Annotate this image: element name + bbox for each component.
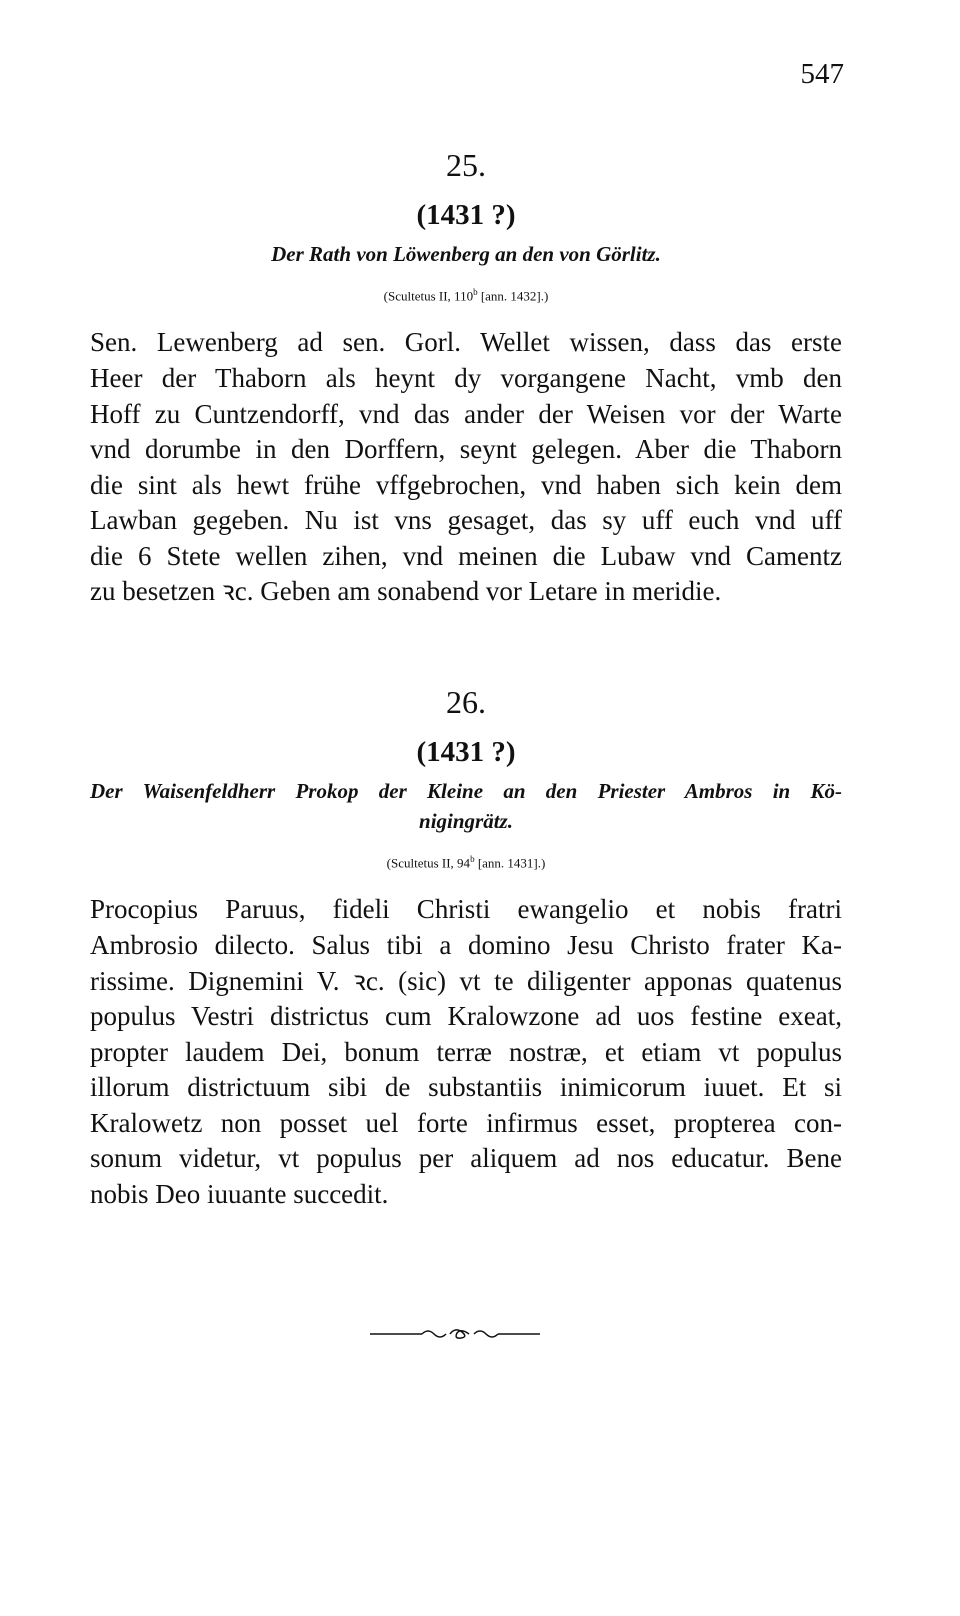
- letter-source: (Scultetus II, 94$^b$ [ann. 1431].): [386, 854, 546, 871]
- letter-body: [90, 325, 842, 610]
- letter-year: (1431 ?): [416, 736, 516, 768]
- body-line: die 6 Stete wellen zihen, vnd meinen die Lubaw vnd Camentz: [90, 540, 842, 571]
- letter-26: [90, 682, 842, 1213]
- body-line: sonum videtur, vt populus per aliquem ad nos educatur. Bene: [90, 1143, 842, 1174]
- letter-title: Der Rath von Löwenberg an den von Görlitz.: [271, 242, 661, 266]
- end-ornament: [370, 1324, 540, 1344]
- letter-source: (Scultetus II, 110$^b$ [ann. 1432].): [383, 287, 549, 304]
- page-number: 547: [800, 58, 844, 90]
- body-line: die sint als hewt frühe vffgebrochen, vnd haben sich kein dem: [90, 469, 842, 500]
- body-line: Sen. Lewenberg ad sen. Gorl. Wellet wissen, dass das erste: [90, 327, 842, 358]
- body-line: propter laudem Dei, bonum terræ nostræ, et etiam vt populus: [90, 1036, 842, 1067]
- letter-title: [90, 776, 842, 836]
- letter-year: (1431 ?): [416, 199, 516, 231]
- title-line: Der Waisenfeldherr Prokop der Kleine an den Priester Ambros in Kö-: [90, 779, 842, 803]
- body-line: rissime. Dignemini V. ꝛc. (sic) vt te diligenter apponas quatenus: [90, 965, 842, 996]
- body-line: Procopius Paruus, fideli Christi ewangelio et nobis fratri: [90, 894, 842, 925]
- body-line: Kralowetz non posset uel forte infirmus esset, propterea con-: [90, 1107, 842, 1138]
- body-line: Heer der Thaborn als heynt dy vorgangene Nacht, vmb den: [90, 362, 842, 393]
- body-line: Lawban gegeben. Nu ist vns gesaget, das sy uff euch vnd uff: [90, 505, 842, 536]
- body-line: populus Vestri districtus cum Kralowzone ad uos festine exeat,: [90, 1001, 842, 1032]
- body-line: Hoff zu Cuntzendorff, vnd das ander der Weisen vor der Warte: [90, 398, 842, 429]
- body-line: zu besetzen ꝛc. Geben am sonabend vor Letare in meridie.: [90, 576, 722, 607]
- letter-body: [90, 892, 842, 1212]
- letter-number: 25.: [446, 147, 486, 183]
- body-line: Ambrosio dilecto. Salus tibi a domino Jesu Christo frater Ka-: [90, 929, 842, 960]
- title-line: nigingrätz.: [419, 809, 513, 833]
- letter-25: [90, 145, 842, 610]
- body-line: vnd dorumbe in den Dorffern, seynt gelegen. Aber die Thaborn: [90, 434, 842, 465]
- body-line: illorum districtuum sibi de substantiis inimicorum iuuet. Et si: [90, 1072, 842, 1103]
- letter-number: 26.: [446, 684, 486, 720]
- body-line: nobis Deo iuuante succedit.: [90, 1179, 389, 1210]
